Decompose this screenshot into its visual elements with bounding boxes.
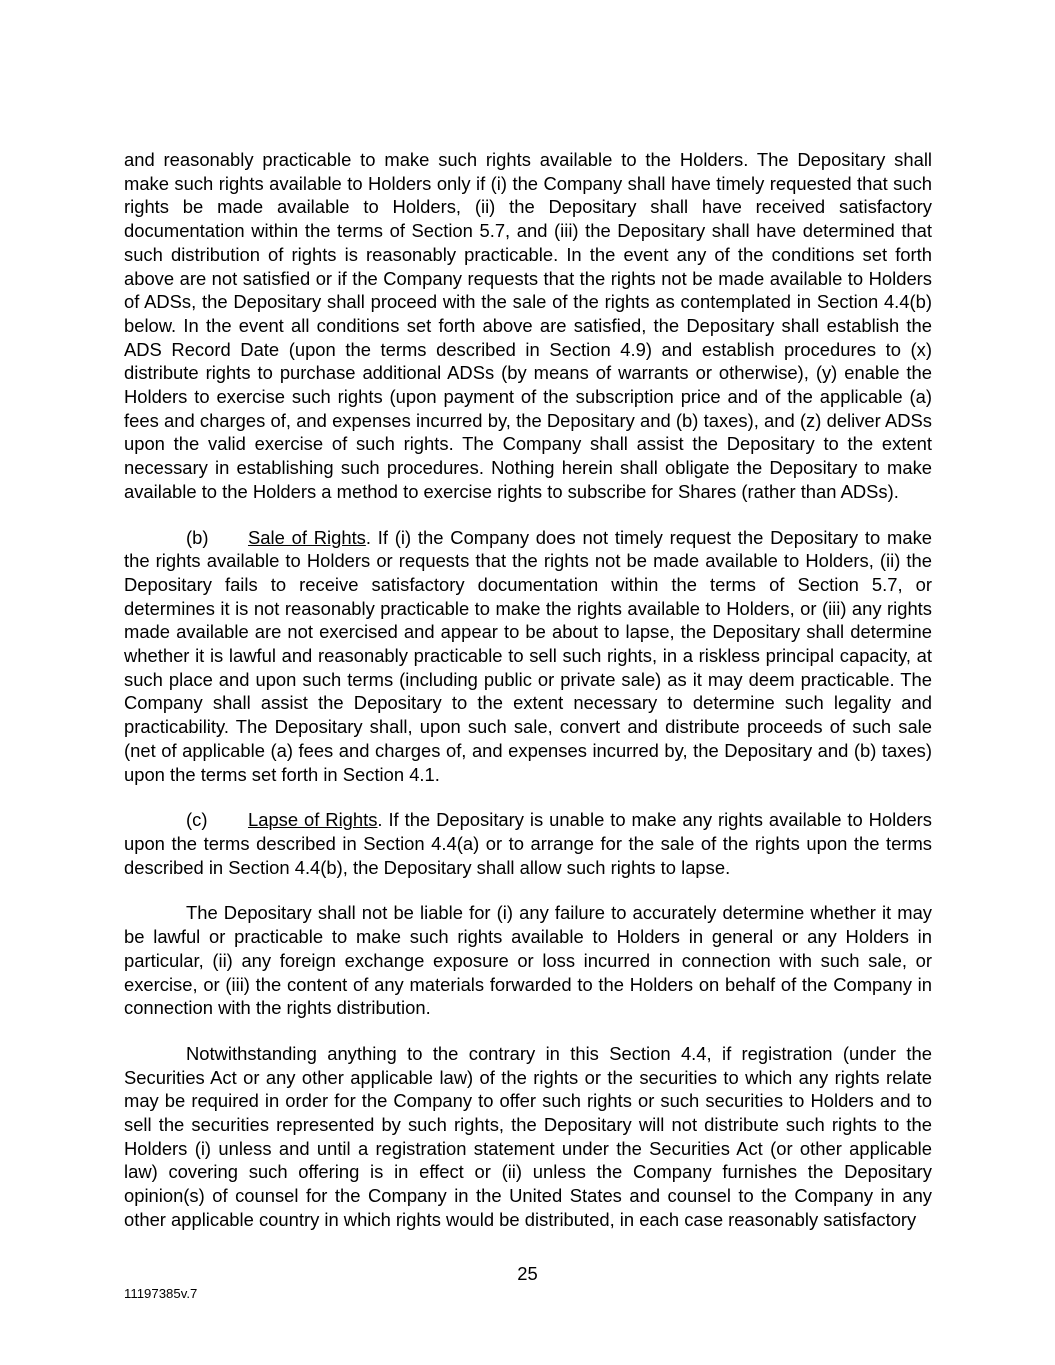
paragraph-notwithstanding: Notwithstanding anything to the contrary in this Section 4.4, if registration (under the Securities Act or any other applicable law) of the rights or the securities to which any rights relate may be required in order for the Company to offer such rights or such securities to Holders and to sell the securities represented by such rights, the Depositary will not distribute such rights to the Holders (i) unless and until a registration statement under the Securities Act (or other applicable law) covering such offering is in effect or (ii) unless the Company furnishes the Depositary opinion(s) of counsel for the Company in the United States and counsel to the Company in any other applicable country in which rights would be distributed, in each case reasonably satisfactory bbox=[124, 1042, 932, 1230]
document-id: 11197385v.7 bbox=[124, 1286, 198, 1301]
paragraph-rights-availability: and reasonably practicable to make such rights available to the Holders. The Depositary shall make such rights available to Holders only if (i) the Company shall have timely requested that such rights be made available to Holders, (ii) the Depositary shall have received satisfactory documentation within the terms of Section 5.7, and (iii) the Depositary shall have determined that such distribution of rights is reasonably practicable. In the event any of the conditions set forth above are not satisfied or if the Company requests that the rights not be made available to Holders of ADSs, the Depositary shall proceed with the sale of the rights as contemplated in Section 4.4(b) below. In the event all conditions set forth above are satisfied, the Depositary shall establish the ADS Record Date (upon the terms described in Section 4.9) and establish procedures to (x) distribute rights to purchase additional ADSs (by means of warrants or otherwise), (y) enable the Holders to exercise such rights (upon payment of the subscription price and of the applicable (a) fees and charges of, and expenses incurred by, the Depositary and (b) taxes), and (z) deliver ADSs upon the valid exercise of such rights. The Company shall assist the Depositary to the extent necessary in establishing such procedures. Nothing herein shall obligate the Depositary to make available to the Holders a method to exercise rights to subscribe for Shares (rather than ADSs). bbox=[124, 149, 932, 502]
paragraph-liability: The Depositary shall not be liable for (i) any failure to accurately determine whether it may be lawful or practicable to make such rights available to Holders in general or any Holders in particular, (ii) any foreign exchange exposure or loss incurred in connection with such sale, or exercise, or (iii) the content of any materials forwarded to the Holders on behalf of the Company in connection with the rights distribution. bbox=[124, 902, 932, 1019]
document-body bbox=[124, 148, 932, 1254]
section-c-label: (c) bbox=[186, 809, 208, 831]
section-c-lapse-of-rights bbox=[124, 808, 932, 879]
section-c-text: . If the Depositary is unable to make any rights available to Holders upon the terms described in Section 4.4(a) or to arrange for the sale of the rights upon the terms described in Section 4.4(b), the Depositary shall allow such rights to lapse. bbox=[124, 809, 932, 878]
section-b-label: (b) bbox=[186, 526, 209, 548]
section-b-text: . If (i) the Company does not timely request the Depositary to make the rights available to Holders or requests that the rights not be made available to Holders, (ii) the Depositary fails to receive satisfactory documentation within the terms of Section 5.7, or determines it is not reasonably practicable to make the rights available to Holders, or (iii) any rights made available are not exercised and appear to be about to lapse, the Depositary shall determine whether it is lawful and reasonably practicable to sell such rights, in a riskless principal capacity, at such place and upon such terms (including public or private sale) as it may deem practicable. The Company shall assist the Depositary to the extent necessary to determine such legality and practicability. The Depositary shall, upon such sale, convert and distribute proceeds of such sale (net of applicable (a) fees and charges of, and expenses incurred by, the Depositary and (b) taxes) upon the terms set forth in Section 4.1. bbox=[124, 526, 932, 785]
page-number: 25 bbox=[517, 1263, 538, 1284]
section-c-heading: Lapse of Rights bbox=[248, 809, 378, 831]
section-b-sale-of-rights bbox=[124, 526, 932, 787]
section-b-heading: Sale of Rights bbox=[248, 526, 366, 548]
